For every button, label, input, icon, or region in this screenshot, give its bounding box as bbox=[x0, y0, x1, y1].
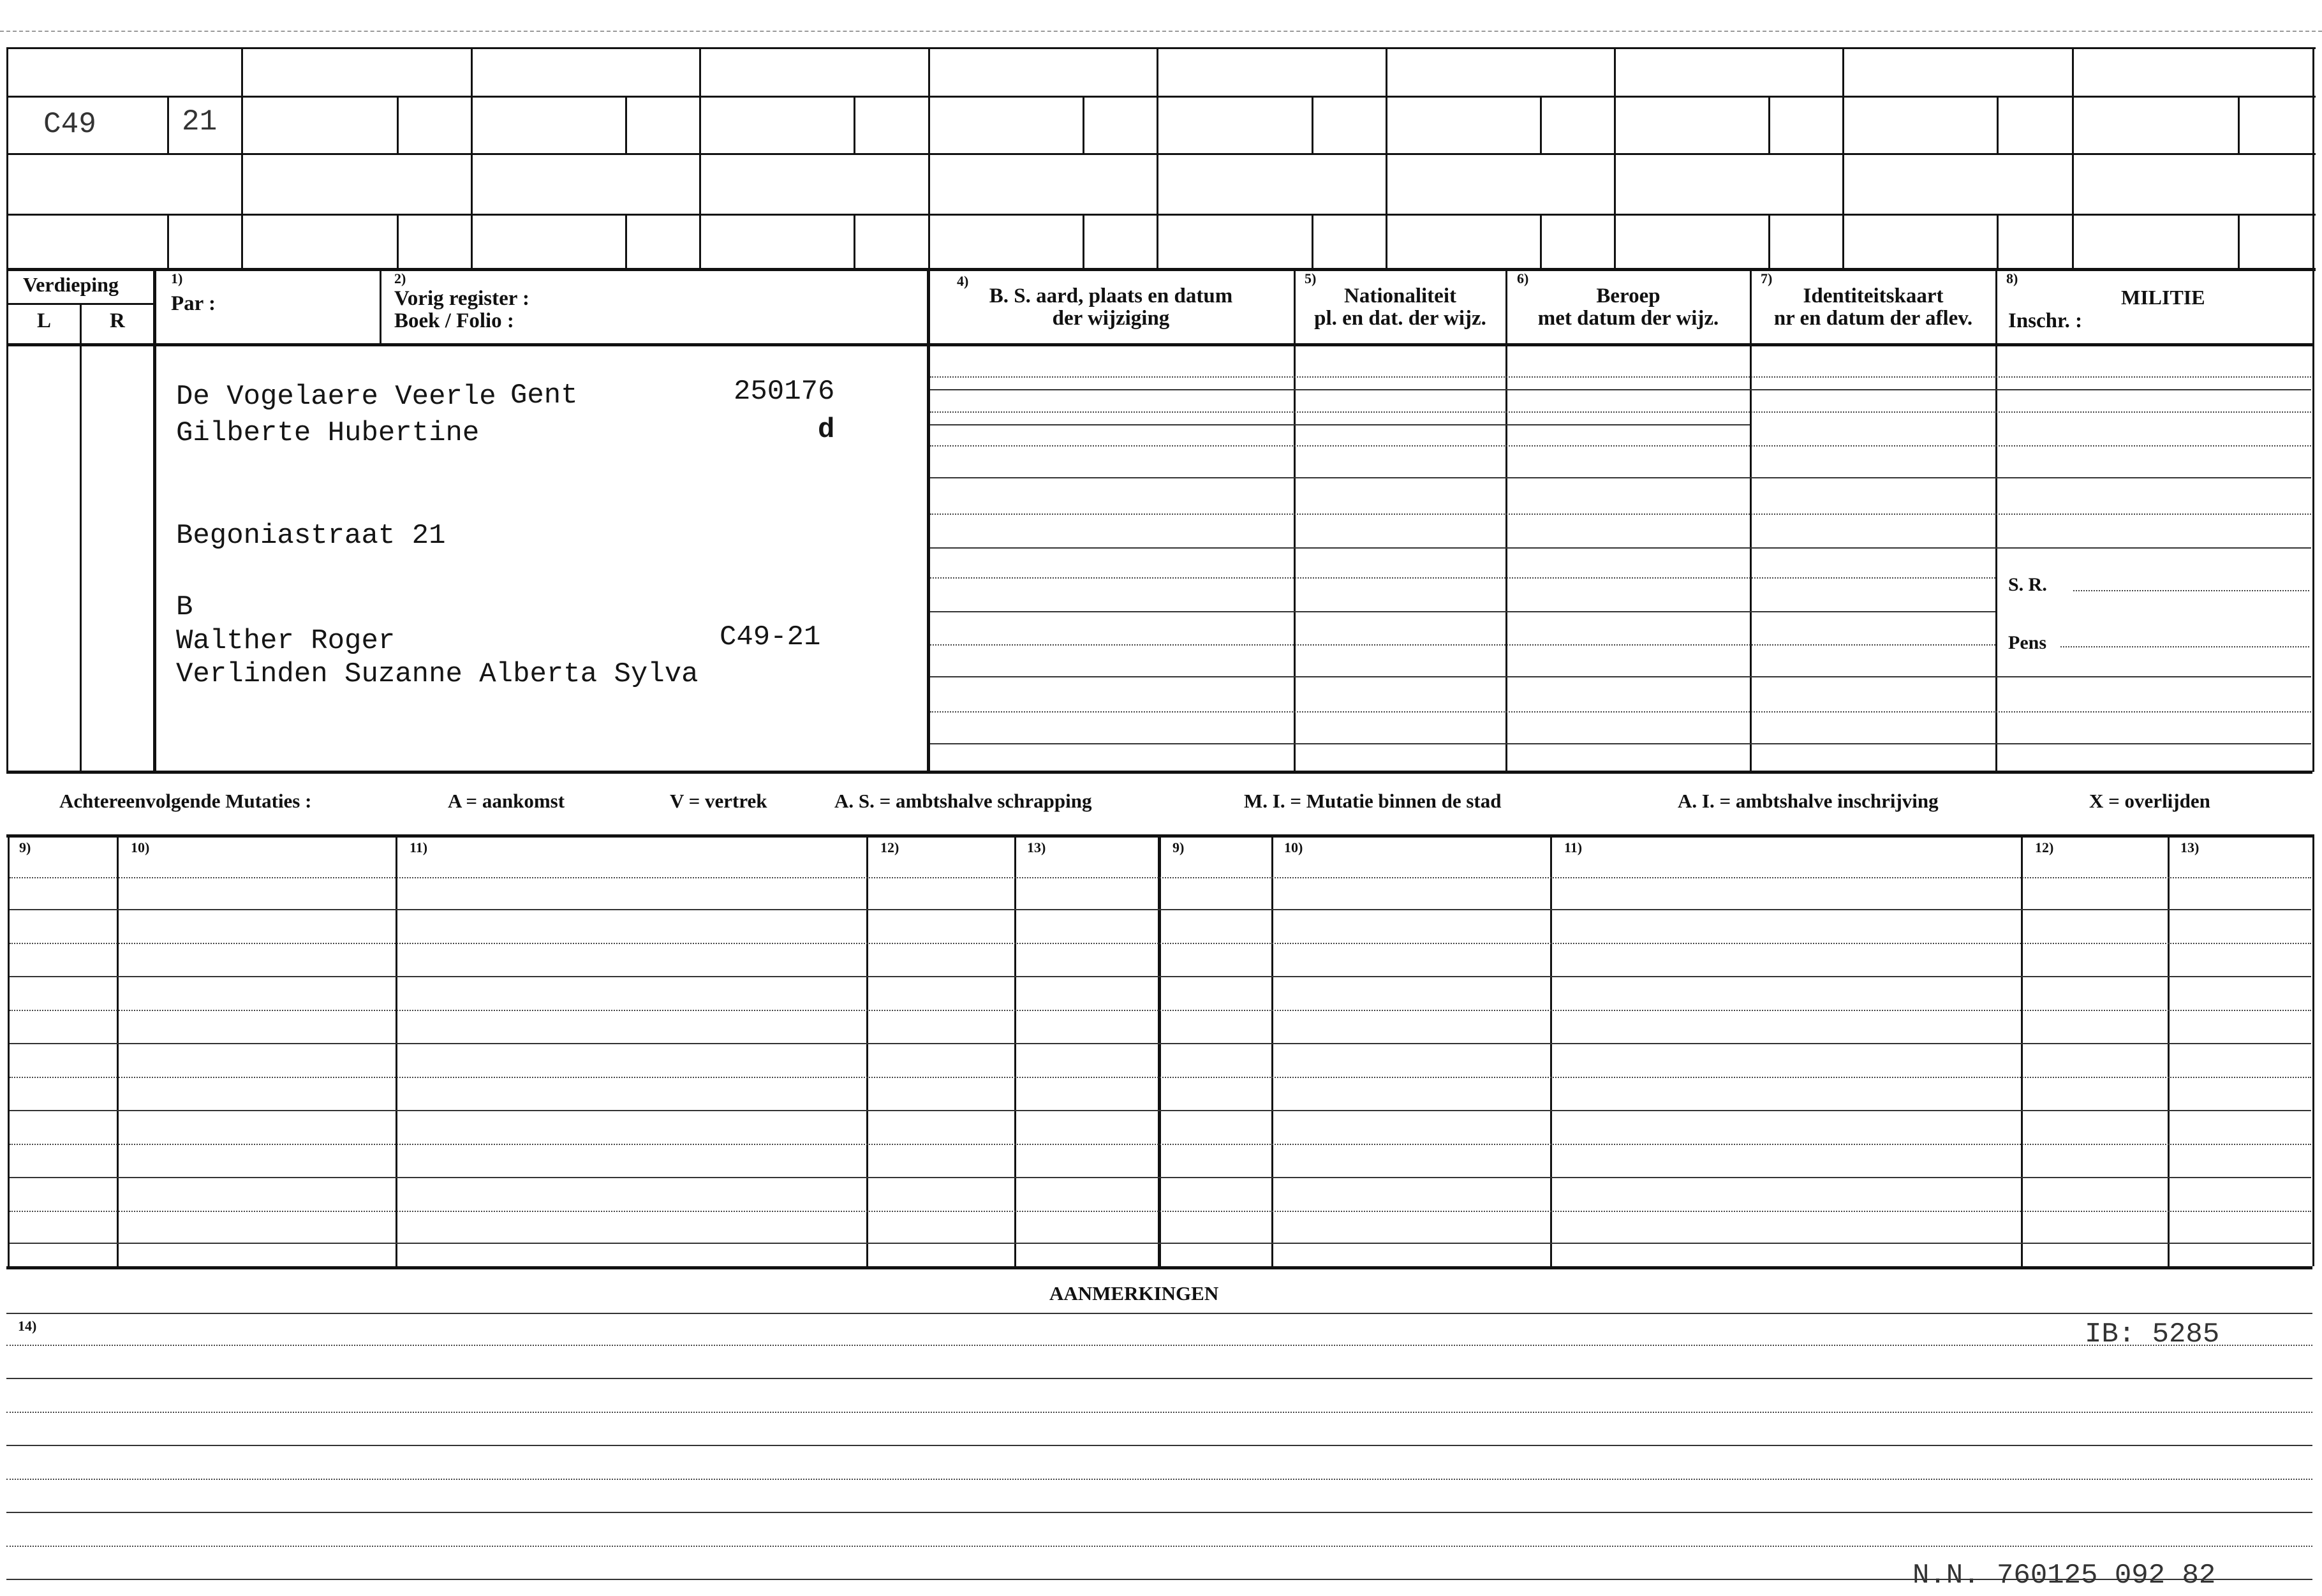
legend-as: A. S. = ambtshalve schrapping bbox=[834, 790, 1092, 812]
vorig-register-label: Vorig register : bbox=[394, 287, 530, 310]
address: Begoniastraat 21 bbox=[176, 520, 446, 552]
mut-right-col-12: 12) bbox=[2035, 839, 2054, 855]
identiteitskaart-header bbox=[1751, 286, 1995, 329]
militie-label: MILITIE bbox=[2121, 286, 2205, 309]
identiteitskaart-line1: Identiteitskaart bbox=[1803, 284, 1944, 307]
legend-ai: A. I. = ambtshalve inschrijving bbox=[1678, 790, 1939, 812]
verdieping-label: Verdieping bbox=[23, 273, 119, 296]
inschr-label: Inschr. : bbox=[2008, 309, 2083, 332]
legend-v: V = vertrek bbox=[670, 790, 767, 812]
mut-left-col-10: 10) bbox=[131, 839, 150, 855]
remarks-title: AANMERKINGEN bbox=[1049, 1282, 1219, 1304]
mother-name: Verlinden Suzanne Alberta Sylva bbox=[176, 658, 699, 690]
father-name: Walther Roger bbox=[176, 625, 396, 657]
field-number-4: 4) bbox=[957, 273, 969, 289]
mut-right-col-10: 10) bbox=[1284, 839, 1303, 855]
person-firstnames-line: Gilberte Hubertine bbox=[176, 417, 480, 449]
field-number-8: 8) bbox=[2006, 270, 2018, 286]
bs-line2: der wijziging bbox=[1052, 307, 1170, 330]
beroep-line2: met datum der wijz. bbox=[1537, 307, 1719, 330]
boek-folio-label: Boek / Folio : bbox=[394, 309, 514, 332]
legend-x: X = overlijden bbox=[2089, 790, 2210, 812]
mut-right-col-13: 13) bbox=[2180, 839, 2200, 855]
nationaliteit-line2: pl. en dat. der wijz. bbox=[1314, 307, 1486, 330]
col-r-label: R bbox=[110, 309, 125, 332]
field-number-5: 5) bbox=[1305, 270, 1317, 286]
field-number-7: 7) bbox=[1761, 270, 1773, 286]
mut-left-col-9: 9) bbox=[19, 839, 31, 855]
pens-label: Pens bbox=[2008, 632, 2046, 653]
mut-left-col-11: 11) bbox=[410, 839, 428, 855]
mut-right-col-9: 9) bbox=[1172, 839, 1185, 855]
legend-title: Achtereenvolgende Mutaties : bbox=[59, 790, 312, 812]
register-code: C49 bbox=[43, 108, 96, 141]
ib-number: IB: 5285 bbox=[2085, 1319, 2220, 1350]
sr-label: S. R. bbox=[2008, 574, 2047, 595]
beroep-header bbox=[1507, 286, 1750, 329]
legend-mi: M. I. = Mutatie binnen de stad bbox=[1244, 790, 1502, 812]
nationaliteit-line1: Nationaliteit bbox=[1344, 284, 1456, 307]
identiteitskaart-line2: nr en datum der aflev. bbox=[1773, 307, 1973, 330]
bs-header bbox=[928, 286, 1294, 329]
mut-right-col-11: 11) bbox=[1564, 839, 1583, 855]
national-number: N.N. 760125 092 82 bbox=[1912, 1560, 2216, 1592]
bs-line1: B. S. aard, plaats en datum bbox=[989, 284, 1233, 307]
birth-date: 250176 bbox=[734, 376, 835, 408]
par-label: Par : bbox=[171, 292, 216, 315]
nationaliteit-header bbox=[1295, 286, 1505, 329]
register-number: 21 bbox=[182, 105, 218, 138]
mut-left-col-13: 13) bbox=[1027, 839, 1046, 855]
sex-code: d bbox=[818, 414, 835, 446]
beroep-line1: Beroep bbox=[1596, 284, 1660, 307]
person-surname-line: De Vogelaere Veerle bbox=[176, 381, 496, 413]
address-letter: B bbox=[176, 591, 193, 623]
field-number-2: 2) bbox=[394, 270, 406, 286]
field-number-6: 6) bbox=[1517, 270, 1529, 286]
birth-place: Gent bbox=[510, 380, 578, 411]
mut-left-col-12: 12) bbox=[880, 839, 899, 855]
col-l-label: L bbox=[37, 309, 52, 332]
father-reference: C49-21 bbox=[720, 621, 821, 653]
legend-a: A = aankomst bbox=[448, 790, 565, 812]
field-number-1: 1) bbox=[171, 270, 183, 286]
field-number-14: 14) bbox=[18, 1318, 37, 1334]
